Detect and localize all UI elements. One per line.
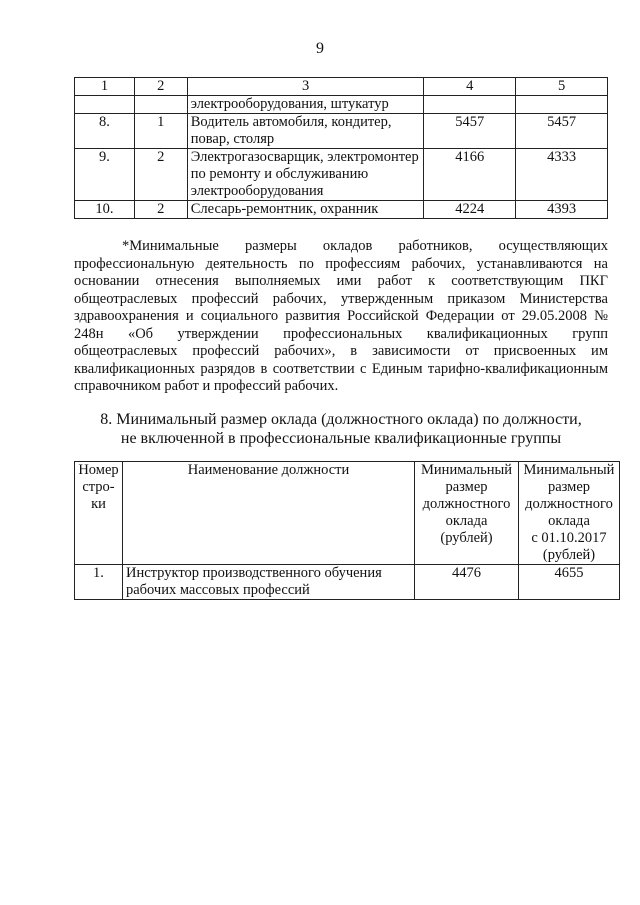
section-title-line: 8. Минимальный размер оклада (должностного оклада) по должности, (100, 411, 582, 428)
row-value-5: 4393 (516, 201, 608, 219)
header-text: должностного (525, 496, 613, 512)
header-text: размер (547, 479, 591, 495)
row-value-4: 5457 (424, 114, 516, 149)
header-cell-min-salary (415, 462, 519, 565)
header-cell: 1 (75, 78, 135, 96)
row-name: Электрогазосварщик, электромонтер по ремонту и обслуживанию электрооборудования (187, 149, 424, 201)
table-header-row (75, 462, 620, 565)
salary-table-workers (74, 77, 608, 219)
header-cell-row-number (75, 462, 123, 565)
row-value-5 (516, 96, 608, 114)
header-text: оклада (548, 513, 590, 529)
header-text: (рублей) (440, 530, 493, 546)
header-text: оклада (445, 513, 488, 529)
header-cell: 3 (187, 78, 424, 96)
row-value-4: 4224 (424, 201, 516, 219)
page-number: 9 (316, 40, 324, 57)
row-value-2: 4655 (518, 565, 619, 600)
row-level (134, 96, 187, 114)
row-name: электрооборудования, штукатур (187, 96, 424, 114)
table-row (75, 149, 608, 201)
salary-table-positions (74, 461, 620, 600)
header-cell: 4 (424, 78, 516, 96)
header-cell-position-name: Наименование должности (122, 462, 414, 565)
row-number: 10. (75, 201, 135, 219)
row-value-1: 4476 (415, 565, 519, 600)
header-text: (рублей) (542, 547, 596, 563)
row-value-5: 5457 (516, 114, 608, 149)
table-header-row (75, 78, 608, 96)
header-text: Номер (78, 462, 119, 478)
table-row (75, 114, 608, 149)
row-level: 2 (134, 149, 187, 201)
row-name: Инструктор производственного обучения рабочих массовых профессий (122, 565, 414, 600)
header-cell: 5 (516, 78, 608, 96)
row-name: Слесарь-ремонтник, охранник (187, 201, 424, 219)
header-text: размер (445, 479, 488, 495)
header-text: должностного (422, 496, 511, 512)
header-text: Минимальный (421, 462, 512, 478)
row-number (75, 96, 135, 114)
table-row (75, 96, 608, 114)
header-text: стро- (82, 479, 115, 495)
row-level: 2 (134, 201, 187, 219)
section-title-line: не включенной в профессиональные квалификационные группы (120, 430, 562, 447)
row-number: 8. (75, 114, 135, 149)
header-text: с 01.10.2017 (531, 530, 607, 546)
row-name: Водитель автомобиля, кондитер, повар, столяр (187, 114, 424, 149)
row-level: 1 (134, 114, 187, 149)
table-row (75, 565, 620, 600)
row-value-4: 4166 (424, 149, 516, 201)
row-number: 1. (75, 565, 123, 600)
header-text: Минимальный (523, 462, 615, 478)
row-number: 9. (75, 149, 135, 201)
row-value-4 (424, 96, 516, 114)
header-cell: 2 (134, 78, 187, 96)
section-title (74, 410, 608, 448)
table-row (75, 201, 608, 219)
header-text: ки (91, 496, 106, 512)
footnote: *Минимальные размеры окладов работников, осуществляющих профессиональную деятельность по профессиям рабочих, устанавливаются на основании отнесения выполняемых ими работ к соответствующим ПКГ общеотраслевых профессий рабочих, утвержденным приказом Министерства здравоохранения и социального развития Российской Федерации от 29.05.2008 № 248н «Об утверждении профессиональных квалификационных групп общеотраслевых профессий рабочих», в зависимости от присвоенных им квалификационных разрядов в соответствии с Единым тарифно-квалификационным справочником работ и профессий рабочих. (74, 238, 608, 394)
header-cell-min-salary-2017 (518, 462, 619, 565)
row-value-5: 4333 (516, 149, 608, 201)
